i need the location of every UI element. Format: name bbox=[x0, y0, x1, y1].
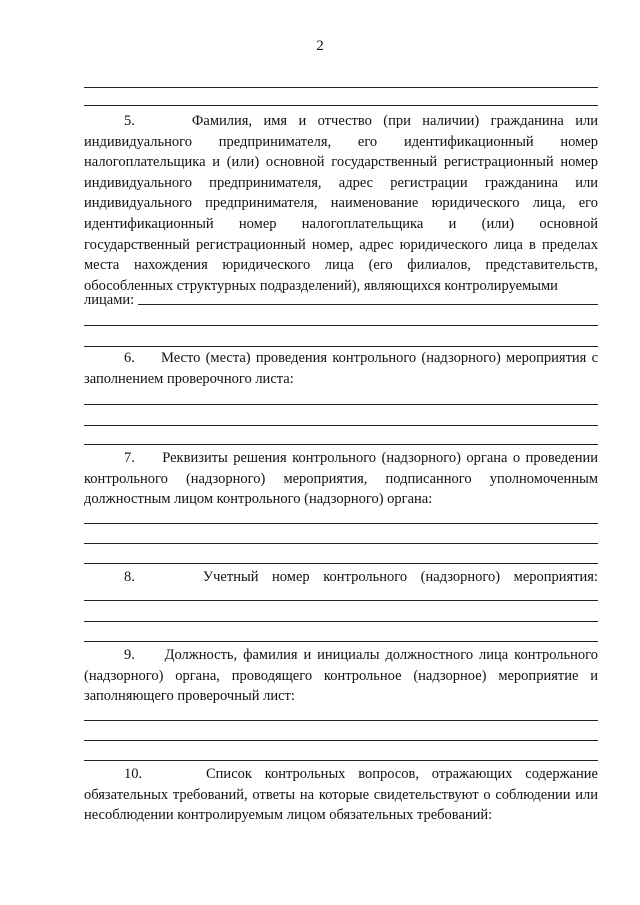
item-6-fill-line[interactable] bbox=[84, 444, 598, 445]
item-10-number: 10. bbox=[124, 766, 143, 782]
item-6-fill-line[interactable] bbox=[84, 404, 598, 405]
item-10-text: Список контрольных вопросов, отражающих содержание обязательных требований, ответы на которые свидетельствуют о соблюдении или несоблюдении контролируемым лицом обязательных требований: bbox=[84, 766, 598, 824]
item-10-paragraph bbox=[84, 764, 598, 826]
item-8-fill-line[interactable] bbox=[84, 641, 598, 642]
item-7-fill-line[interactable] bbox=[84, 563, 598, 564]
item-5-fill-line[interactable] bbox=[84, 346, 598, 347]
item-8-number: 8. bbox=[124, 569, 135, 585]
item-5-text: Фамилия, имя и отчество (при наличии) гражданина или индивидуального предпринимателя, его идентификационный номер налогоплательщика и (или) основной государственный регистрационный номер индивидуального предпринимателя, адрес регистрации гражданина или индивидуального предпринимателя, наименование юридического лица, его идентификационный номер налогоплательщика и (или) основной государственный регистрационный номер, адрес юридического лица в пределах места нахождения юридического лица (его филиалов, представительств, обособленных структурных подразделений), являющихся контролируемыми bbox=[84, 113, 599, 294]
item-5-paragraph bbox=[84, 111, 598, 296]
item-9-text: Должность, фамилия и инициалы должностного лица контрольного (надзорного) органа, проводящего контрольное (надзорное) мероприятие и заполняющего проверочный лист: bbox=[84, 647, 599, 705]
item-5-fill-line[interactable] bbox=[138, 304, 598, 305]
fill-line[interactable] bbox=[84, 105, 598, 106]
item-5-fill-line[interactable] bbox=[84, 325, 598, 326]
item-9-paragraph bbox=[84, 645, 598, 707]
item-9-fill-line[interactable] bbox=[84, 760, 598, 761]
item-9-fill-line[interactable] bbox=[84, 720, 598, 721]
fill-line[interactable] bbox=[84, 87, 598, 88]
item-7-fill-line[interactable] bbox=[84, 543, 598, 544]
page-number: 2 bbox=[316, 38, 324, 54]
item-8-paragraph bbox=[84, 567, 598, 588]
item-6-text: Место (места) проведения контрольного (надзорного) мероприятия с заполнением проверочного листа: bbox=[84, 350, 598, 387]
item-6-paragraph bbox=[84, 348, 598, 389]
item-8-fill-line[interactable] bbox=[84, 621, 598, 622]
item-5-tail-label: лицами: bbox=[84, 292, 135, 308]
item-6-number: 6. bbox=[124, 350, 135, 366]
item-9-fill-line[interactable] bbox=[84, 740, 598, 741]
item-8-fill-line[interactable] bbox=[84, 600, 598, 601]
item-6-fill-line[interactable] bbox=[84, 425, 598, 426]
item-7-text: Реквизиты решения контрольного (надзорного) органа о проведении контрольного (надзорного) мероприятия, подписанного уполномоченным должностным лицом контрольного (надзорного) органа: bbox=[84, 450, 599, 508]
item-7-number: 7. bbox=[124, 450, 135, 466]
item-7-fill-line[interactable] bbox=[84, 523, 598, 524]
item-5-number: 5. bbox=[124, 113, 135, 129]
item-8-text: Учетный номер контрольного (надзорного) мероприятия: bbox=[202, 569, 599, 585]
item-9-number: 9. bbox=[124, 647, 135, 663]
item-7-paragraph bbox=[84, 448, 598, 510]
